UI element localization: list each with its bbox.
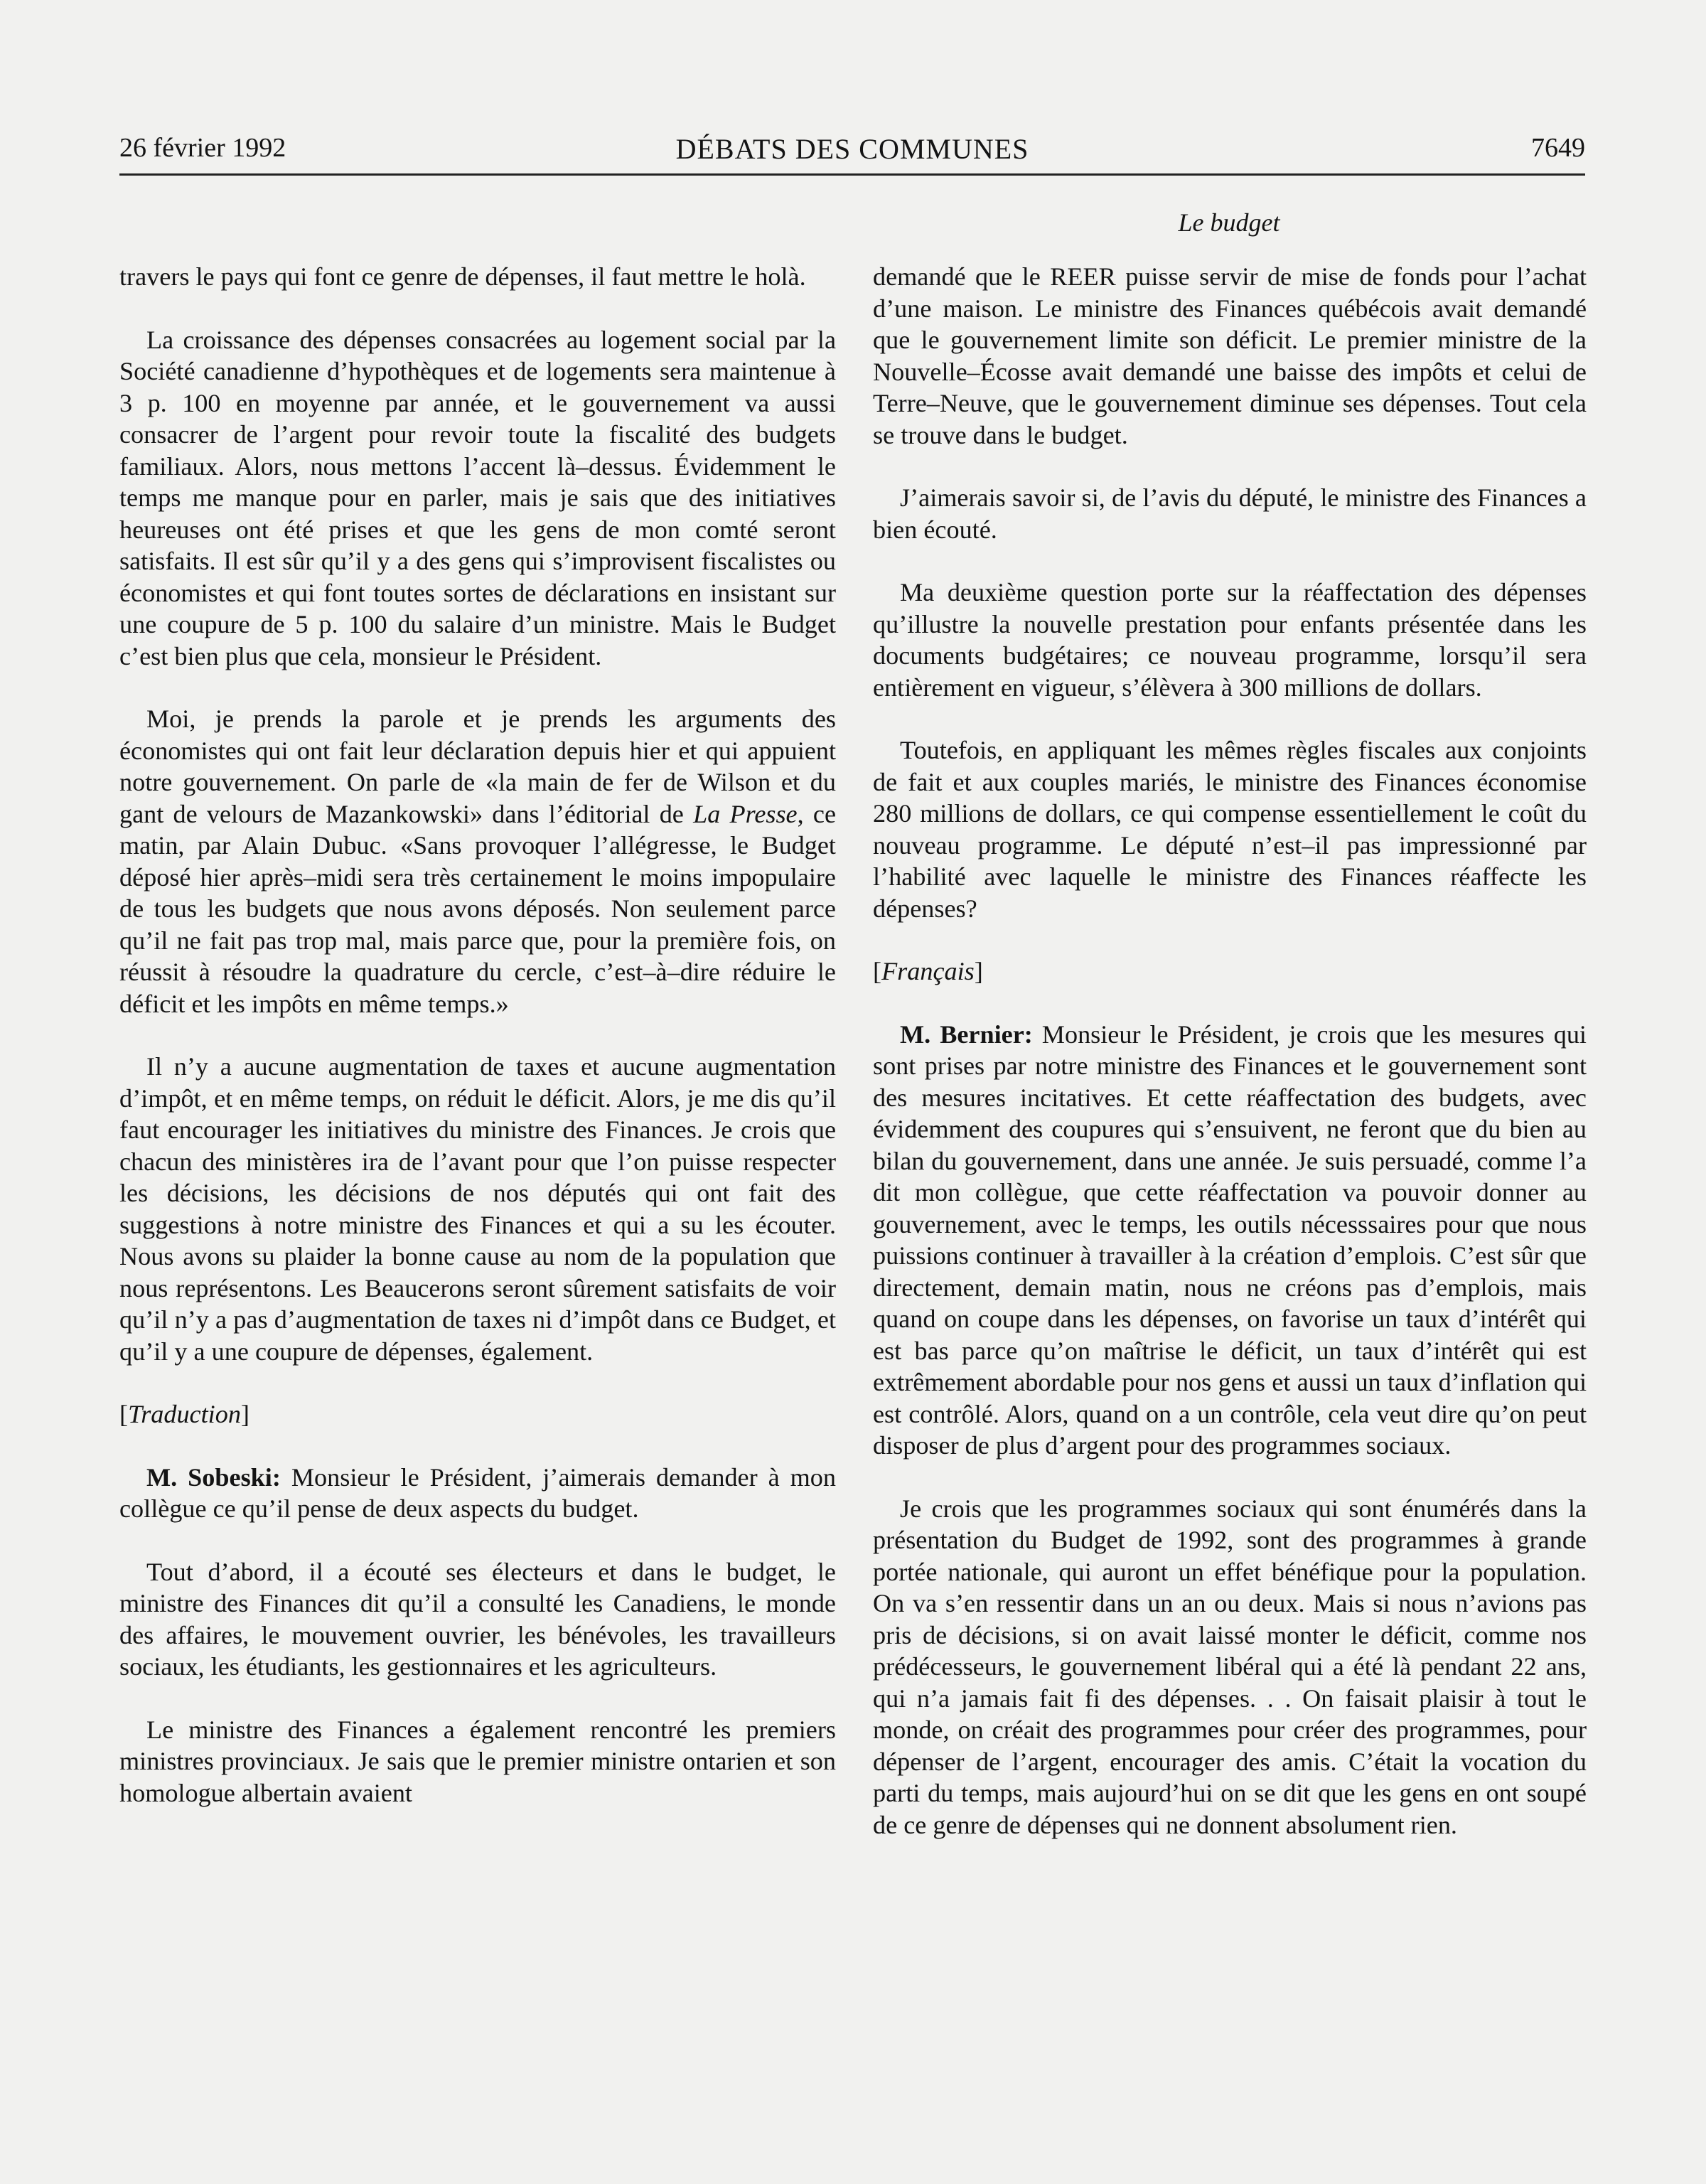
left-paragraph-7: Le ministre des Finances a également rencontré les premiers ministres provinciaux. Je sais que le premier ministre ontarien et son homologue albertain avaient	[119, 1715, 836, 1807]
tag-text: Traduction	[128, 1400, 241, 1428]
tag-open-bracket: [	[873, 957, 882, 985]
left-paragraph-3-end: , ce matin, par Alain Dubuc. «Sans provoquer l’allégresse, le Budget déposé hier après–midi sera très certainement le moins impopulaire de tous les budgets que nous avons déposés. Non seulement parce qu’il ne fait pas trop mal, mais parce que, pour la première fois, on réussit à résoudre la quadrature du cercle, c’est–à–dire réduire le déficit et les impôts en même temps.»	[119, 799, 837, 1018]
newspaper-title: La Presse	[693, 799, 798, 828]
header-title: DÉBATS DES COMMUNES	[675, 133, 1029, 165]
left-paragraph-6: Tout d’abord, il a écouté ses électeurs et dans le budget, le ministre des Finances dit qu’il a consulté les Canadiens, le monde des affaires, le mouvement ouvrier, les bénévoles, les travailleurs sociaux, les étudiants, les gestionnaires et les agriculteurs.	[119, 1557, 836, 1681]
tag-close-bracket: ]	[240, 1400, 250, 1428]
language-tag-francais	[873, 956, 1587, 987]
section-title: Le budget	[1178, 208, 1280, 237]
left-paragraph-5	[119, 1462, 836, 1525]
page-header	[119, 132, 1585, 176]
language-tag-traduction	[119, 1398, 836, 1430]
right-paragraph-2: J’aimerais savoir si, de l’avis du député, le ministre des Finances a bien écouté.	[873, 483, 1587, 544]
tag-open-bracket: [	[119, 1400, 129, 1428]
tag-text: Français	[881, 957, 975, 985]
left-paragraph-3-start: Moi, je prends la parole et je prends les arguments des économistes qui ont fait leur déclaration depuis hier et qui appuient notre gouvernement. On parle de «la main de fer de Wilson et du gant de velours de Mazankowski» dans l’éditorial de	[119, 705, 836, 828]
right-paragraph-5	[873, 1019, 1587, 1462]
right-column	[873, 261, 1587, 1872]
tag-close-bracket: ]	[974, 957, 983, 985]
speaker-name: M. Sobeski:	[146, 1462, 281, 1492]
page-number: 7649	[1531, 133, 1585, 163]
left-paragraph-3	[119, 703, 836, 1019]
right-paragraph-6: Je crois que les programmes sociaux qui sont énumérés dans la présentation du Budget de 1992, sont des programmes à grande portée nationale, qui auront un effet bénéfique pour la population. On va s’en ressentir dans un an ou deux. Mais si nous n’avions pas pris de décisions, si on avait laissé monter le déficit, comme nos prédécesseurs, le gouvernement libéral qui a été là pendant 22 ans, qui n’a jamais fait fi des dépenses. . . On faisait plaisir à tout le monde, on créait des programmes pour créer des programmes, pour dépenser de l’argent, encourager des amis. C’était la vocation du parti du temps, mais aujourd’hui on se dit que les gens en ont soupé de ce genre de dépenses qui ne donnent absolument rien.	[873, 1494, 1587, 1839]
speaker-text: Monsieur le Président, je crois que les mesures qui sont prises par notre ministre des Finances et le gouvernement sont des mesures incitatives. Et cette réaffectation des budgets, avec évidemment des coupures qui s’ensuivent, ne feront que du bien au bilan du gouvernement, dans une année. Je suis persuadé, comme l’a dit mon collègue, que cette réaffectation va pouvoir donner au gouvernement, avec le temps, les outils nécesssaires pour que nous puissions continuer à travailler à la création d’emplois. C’est sûr que directement, demain matin, nous ne créons pas d’emplois, mais quand on coupe dans les dépenses, on favorise un taux d’intérêt qui est bas parce qu’on maîtrise le déficit, un taux d’intérêt qui est extrêmement abordable pour nos gens et aussi un taux d’inflation qui est contrôlé. Alors, quand on a un contrôle, cela veut dire qu’on peut disposer de plus d’argent pour des programmes sociaux.	[873, 1019, 1587, 1460]
speaker-name: M. Bernier:	[900, 1019, 1033, 1049]
left-paragraph-4: Il n’y a aucune augmentation de taxes et aucune augmentation d’impôt, et en même temps, on réduit le déficit. Alors, je me dis qu’il faut encourager les initiatives du ministre des Finances. Je crois que chacun des ministères ira de l’avant pour que l’on puisse respecter les décisions, les décisions de nos députés qui ont fait des suggestions à notre ministre des Finances et qui a su les écouter. Nous avons su plaider la bonne cause au nom de la population que nous représentons. Les Beaucerons seront sûrement satisfaits de voir qu’il n’y a pas d’augmentation de taxes ni d’impôt dans ce Budget, et qu’il y a une coupure de dépenses, également.	[119, 1052, 836, 1366]
left-paragraph-1: travers le pays qui font ce genre de dépenses, il faut mettre le holà.	[119, 262, 806, 291]
speaker-text: Monsieur le Président, j’aimerais demander à mon collègue ce qu’il pense de deux aspects du budget.	[119, 1462, 836, 1523]
header-date: 26 février 1992	[119, 133, 286, 163]
left-column	[119, 261, 836, 1840]
left-paragraph-2: La croissance des dépenses consacrées au logement social par la Société canadienne d’hypothèques et de logements sera maintenue à 3 p. 100 en moyenne par année, et le gouvernement va aussi consacrer de l’argent pour revoir toute la fiscalité des budgets familiaux. Alors, nous mettons l’accent là–dessus. Évidemment le temps me manque pour en parler, mais je sais que des initiatives heureuses ont été prises et que les gens de mon comté seront satisfaits. Il est sûr qu’il y a des gens qui s’improvisent fiscalistes ou économistes et qui font toutes sortes de déclarations en insistant sur une coupure de 5 p. 100 du salaire d’un ministre. Mais le Budget c’est bien plus que cela, monsieur le Président.	[119, 325, 836, 670]
right-paragraph-3: Ma deuxième question porte sur la réaffectation des dépenses qu’illustre la nouvelle prestation pour enfants présentée dans les documents budgétaires; ce nouveau programme, lorsqu’il sera entièrement en vigueur, s’élèvera à 300 millions de dollars.	[873, 578, 1587, 702]
right-paragraph-1: demandé que le REER puisse servir de mise de fonds pour l’achat d’une maison. Le ministre des Finances québécois avait demandé que le gouvernement limite son déficit. Le premier ministre de la Nouvelle–Écosse avait demandé une baisse des impôts et celui de Terre–Neuve, que le gouvernement diminue ses dépenses. Tout cela se trouve dans le budget.	[873, 262, 1587, 449]
right-paragraph-4: Toutefois, en appliquant les mêmes règles fiscales aux conjoints de fait et aux couples mariés, le ministre des Finances économise 280 millions de dollars, ce qui compense essentiellement le coût du nouveau programme. Le député n’est–il pas impressionné par l’habilité avec laquelle le ministre des Finances réaffecte les dépenses?	[873, 736, 1587, 923]
